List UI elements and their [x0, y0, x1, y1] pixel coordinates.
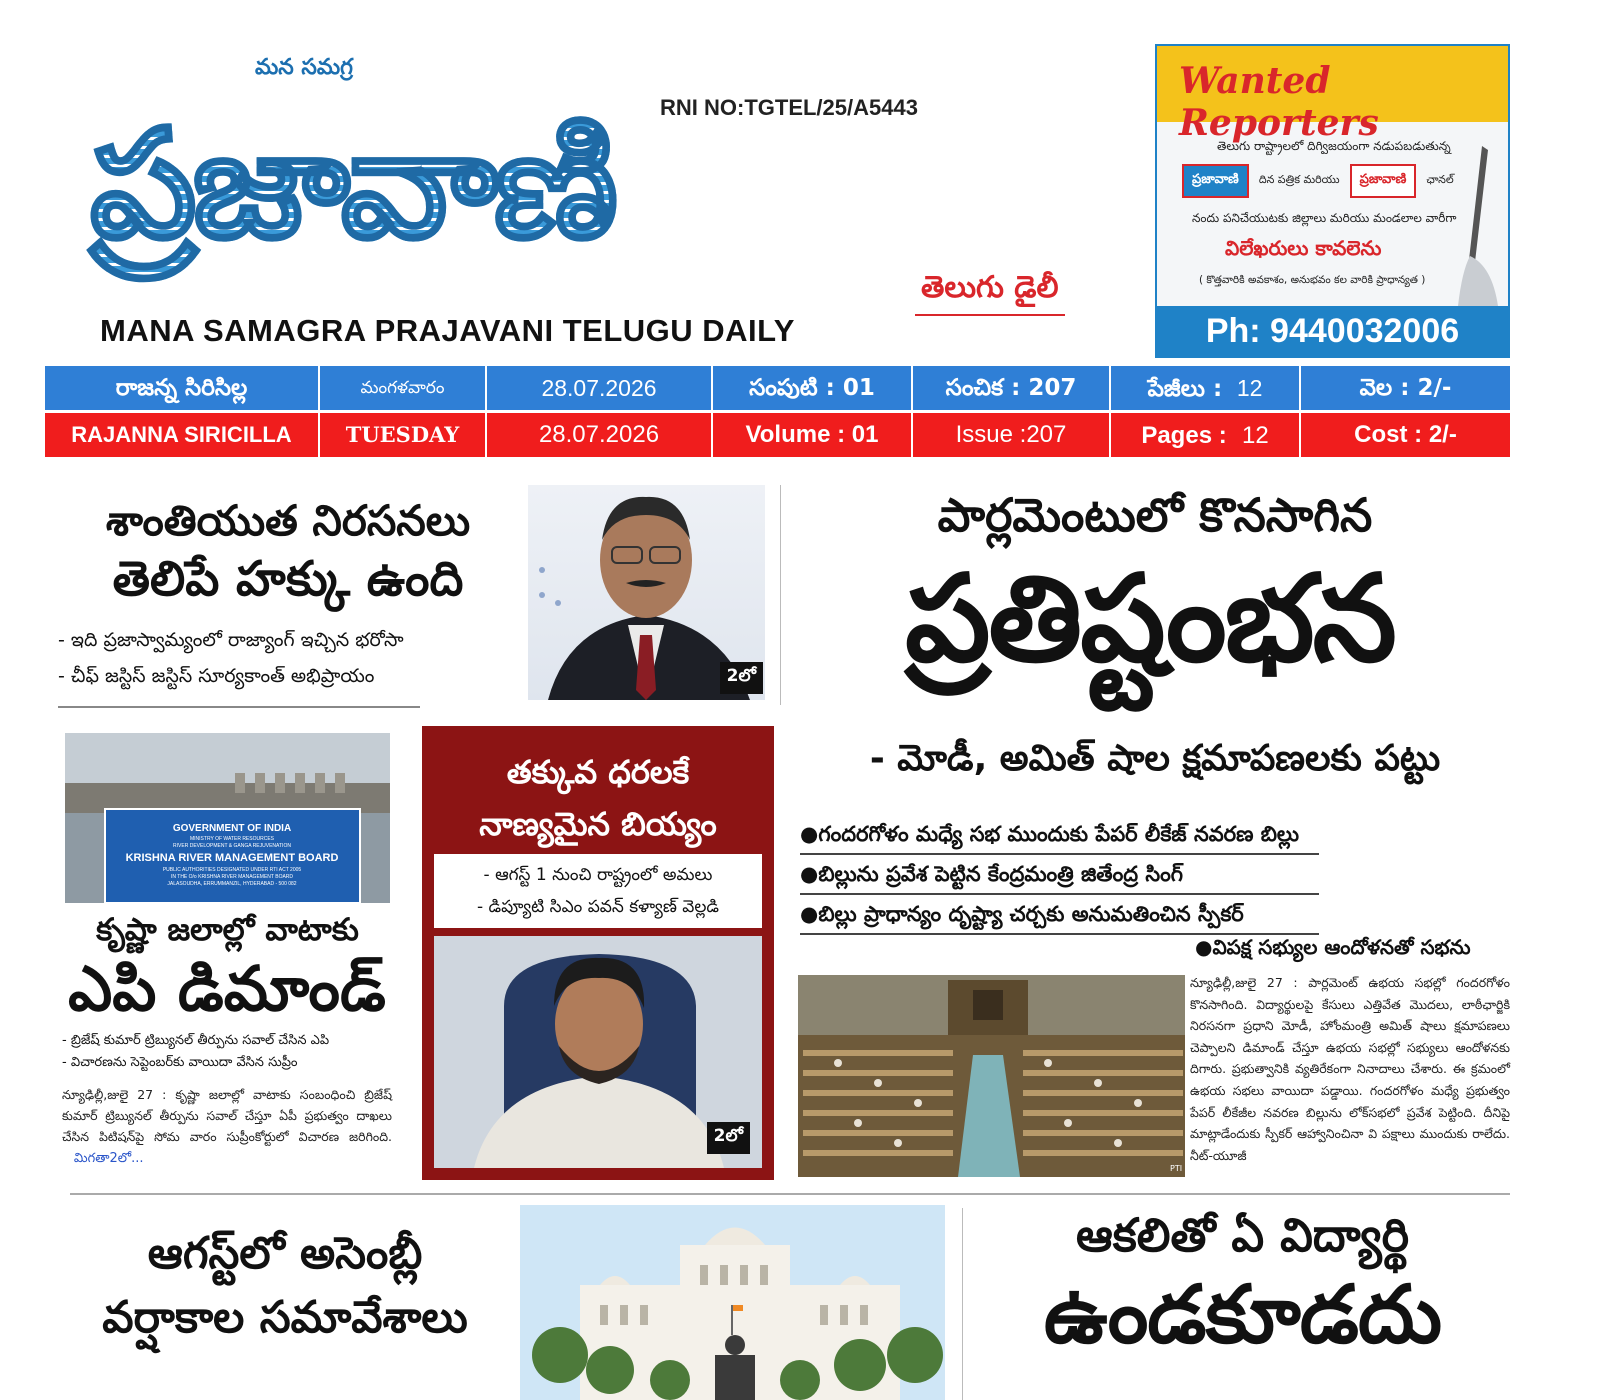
cji-headline[interactable]	[58, 492, 518, 608]
pen-hand-icon	[1452, 136, 1500, 306]
paper-mini-logo: ప్రజావాణి	[1182, 164, 1249, 198]
divider	[58, 706, 420, 708]
cost: వెల : 2/-	[1359, 375, 1452, 401]
telugu-daily-label: తెలుగు డైలీ	[915, 270, 1065, 316]
sign-text: RIVER DEVELOPMENT & GANGA REJUVENATION	[173, 843, 291, 849]
ad-line: తెలుగు రాష్ట్రాలలో దిగ్విజయంగా నడుపబడుతున్న	[1217, 139, 1451, 153]
district: రాజన్న సిరిసిల్ల	[45, 366, 320, 411]
krishna-headline-1: కృష్ణా జలాల్లో వాటాకు	[96, 912, 359, 948]
sign-text: KRISHNA RIVER MANAGEMENT BOARD	[125, 852, 339, 864]
day: మంగళవారం	[320, 366, 487, 411]
divider	[780, 485, 781, 705]
pages-label: Pages :	[1141, 422, 1227, 449]
sign-text: MINISTRY OF WATER RESOURCES	[190, 836, 274, 842]
headline-line: తక్కువ ధరలకే	[506, 753, 690, 791]
assembly-building-photo[interactable]	[520, 1205, 945, 1400]
rice-story-box	[422, 726, 774, 1180]
continued-tag: 2లో	[707, 1122, 750, 1154]
cji-subpoints	[58, 622, 404, 694]
deputy-cm-photo[interactable]	[434, 936, 762, 1168]
krishna-body-text: న్యూఢిల్లీ,జులై 27 : కృష్ణా జలాల్లో వాటాకు సంబంధించి బ్రిజేష్ కుమార్ ట్రిబ్యునల్ తీర్పును సవాల్ చేస్తూ ఏపీ ప్రభుత్వం దాఖలు చేసిన పిటిషన్‌పై సోమ వారం సుప్రీంకోర్టులో విచారణ జరిగింది.	[62, 1087, 392, 1144]
ad-logos	[1182, 164, 1454, 198]
krishna-subpoints	[62, 1030, 329, 1074]
hunger-headline-2[interactable]: ఉండకూడదు	[1043, 1268, 1442, 1361]
ad-header	[1157, 46, 1508, 144]
pages-label: పేజీలు :	[1147, 376, 1223, 402]
pages-cell	[1111, 366, 1301, 411]
volume: సంపుటి : 01	[713, 366, 913, 411]
newspaper-logo: ప్రజావాణి	[90, 80, 1135, 290]
bullet-point: ●గందరగోళం మధ్యే సభ ముందుకు పేపర్ లీకేజ్ నవరణ బిల్లు	[800, 815, 1319, 855]
photo-credit: PTI	[1170, 1164, 1183, 1173]
rni-number: RNI NO:TGTEL/25/A5443	[660, 95, 918, 120]
divider	[70, 1193, 1510, 1195]
wanted-reporters-ad	[1155, 44, 1510, 358]
hunger-headline-1: ఆకలితో ఏ విద్యార్థి	[1076, 1208, 1409, 1262]
subpoint: - ఇది ప్రజాస్వామ్యంలో రాజ్యాంగ్ ఇచ్చిన భరోసా	[58, 629, 404, 651]
lead-body: న్యూఢిల్లీ,జులై 27 : పార్లమెంట్ ఉభయ సభల్లో గందరగోళం కొనసాగింది. విద్యార్థులపై కేసులు ఎత్తివేత మొదలు, లాఠీఛార్జికి నిరసనగా ప్రధాని మోడీ, హోంమంత్రి అమిత్ షాలు క్షమాపణలు చెప్పాలని డిమాండ్ చేస్తూ ఉభయ సభల్లో సభ్యులు ఆందోళనకు దిగారు. ప్రభుత్వానికి వ్యతిరేకంగా నినాదాలు చేశారు. ఈ క్రమంలో ఉభయ సభలు వాయిదా పడ్డాయి. గందరగోళం మధ్యే ప్రభుత్వం పేపర్ లీకేజీల నవరణ బిల్లును లోక్‌సభలో ప్రవేశ పెట్టింది. దీనిపై మాట్లాడేందుకు స్పీకర్ ఆహ్వానించినా వి పక్షాలు ముందుకు రాలేదు. నీట్-యూజీ	[1190, 975, 1510, 1163]
assembly-illustration	[520, 1205, 945, 1400]
bullet-point: ●బిల్లును ప్రవేశ పెట్టిన కేంద్రమంత్రి జితేంద్ర సింగ్	[800, 855, 1319, 895]
bullet-point: ●విపక్ష సభ్యుల ఆందోళనతో సభను	[1195, 935, 1471, 959]
parliament-illustration	[798, 975, 1185, 1177]
krishna-headline-2[interactable]: ఎపి డిమాండ్	[68, 952, 386, 1025]
subpoint: - విచారణను సెప్టెంబర్‌కు వాయిదా వేసిన సుప్రీం	[62, 1055, 298, 1070]
sign-text: JALASOUDHA, ERRUMMANZIL, HYDERABAD - 500 082	[167, 881, 297, 887]
ad-logo-caption: దిన పత్రిక మరియు	[1258, 173, 1340, 186]
district: RAJANNA SIRICILLA	[45, 413, 320, 458]
sign-text: PUBLIC AUTHORITIES DESIGNATED UNDER RTI ACT 2005	[162, 867, 302, 873]
issue: Issue :207	[913, 413, 1111, 458]
headline-line: నాణ్యమైన బియ్యం	[479, 805, 717, 843]
subpoint: - డిప్యూటి సిఎం పవన్ కళ్యాణ్ వెల్లడి	[476, 897, 720, 917]
ad-line: నందు పనిచేయుటకు జిల్లాలు మరియు మండలాల వారీగా	[1192, 211, 1457, 225]
pages-cell	[1111, 413, 1301, 458]
day: TUESDAY	[320, 413, 487, 458]
ad-line: ( కొత్తవారికి అవకాశం, అనుభవం కల వారికి ప్రాధాన్యత )	[1199, 274, 1426, 286]
headline-line: ఆగస్ట్‌లో అసెంబ్లీ	[147, 1228, 423, 1279]
krishna-board-photo[interactable]	[65, 733, 390, 903]
rice-points	[434, 854, 762, 928]
chief-justice-photo[interactable]	[528, 485, 765, 700]
lead-bullets	[800, 815, 1319, 935]
date: 28.07.2026	[487, 366, 713, 411]
headline-line: వర్షాకాల సమావేశాలు	[102, 1292, 468, 1343]
lead-kicker: పార్లమెంటులో కొనసాగిన	[937, 488, 1373, 542]
lead-headline[interactable]: ప్రతిష్టంభన	[905, 550, 1395, 689]
sign-text: IN THE O/o KRISHNA RIVER MANAGEMENT BOARD	[170, 874, 294, 880]
ad-title: Wanted Reporters	[1179, 60, 1379, 144]
ad-vacancy: విలేఖరులు కావలెను	[1225, 236, 1382, 260]
parliament-photo[interactable]	[798, 975, 1185, 1177]
bullet-point: ●బిల్లు ప్రాధాన్యం దృష్ట్యా చర్చకు అనుమతించిన స్పీకర్	[800, 895, 1319, 935]
masthead-tagline: మన సమగ్ర	[255, 55, 353, 80]
pages: 12	[1241, 422, 1269, 449]
rice-headline[interactable]	[422, 746, 774, 850]
subpoint: - చీఫ్ జస్టిస్ జస్టిస్ సూర్యకాంత్ అభిప్రాయం	[58, 665, 375, 687]
headline-line: శాంతియుత నిరసనలు	[105, 496, 471, 545]
continued-link[interactable]: మిగతా2లో...	[73, 1151, 144, 1166]
info-bar-telugu	[45, 366, 1510, 410]
volume: Volume : 01	[713, 413, 913, 458]
pages: 12	[1236, 375, 1263, 401]
ad-phone: Ph: 9440032006	[1157, 306, 1508, 356]
tv-mini-logo: ప్రజావాణి	[1350, 164, 1417, 198]
assembly-headline[interactable]	[70, 1222, 500, 1350]
issue: సంచిక : 207	[913, 366, 1111, 411]
info-bar-english	[45, 413, 1510, 457]
subpoint: - ఆగస్ట్ 1 నుంచి రాష్ట్రంలో అమలు	[483, 865, 713, 885]
subpoint: - బ్రిజేష్ కుమార్ ట్రిబ్యునల్ తీర్పును సవాల్ చేసిన ఎపి	[62, 1033, 330, 1048]
lead-subheadline: - మోడీ, అమిత్ షాల క్షమాపణలకు పట్టు	[869, 738, 1441, 779]
date: 28.07.2026	[487, 413, 713, 458]
cost: Cost : 2/-	[1354, 421, 1457, 448]
krishna-body	[62, 1084, 392, 1169]
english-title: MANA SAMAGRA PRAJAVANI TELUGU DAILY	[100, 313, 795, 348]
divider	[962, 1208, 963, 1400]
headline-line: తెలిపే హక్కు ఉంది	[112, 551, 464, 607]
sign-text: GOVERNMENT OF INDIA	[172, 823, 292, 834]
krishna-illustration	[65, 733, 390, 903]
ad-logo-caption: ఛానల్	[1426, 173, 1454, 186]
continued-tag: 2లో	[720, 662, 763, 694]
